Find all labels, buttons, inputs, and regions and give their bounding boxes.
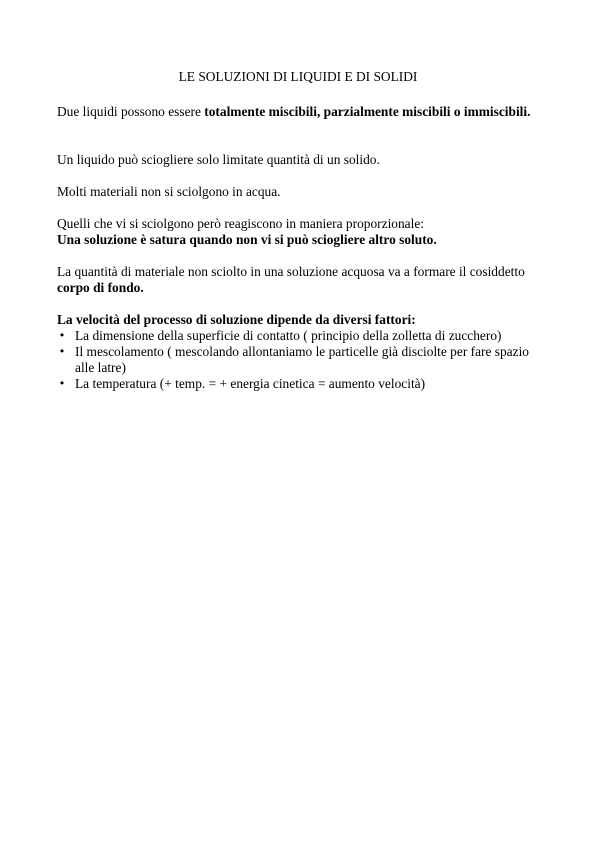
bullet-icon: • xyxy=(58,345,66,358)
paragraph-text: Due liquidi possono essere xyxy=(57,104,205,119)
document-title: LE SOLUZIONI DI LIQUIDI E DI SOLIDI xyxy=(178,69,418,84)
paragraph-text: La quantità di materiale non sciolto in una soluzione acquosa va a formare il cosiddetto xyxy=(57,264,525,279)
bullet-icon: • xyxy=(58,377,66,390)
list-item-text: La dimensione della superficie di contatto ( principio della zolletta di zucchero) xyxy=(75,328,502,343)
paragraph-bold-text: corpo di fondo. xyxy=(57,280,144,295)
bullet-icon: • xyxy=(58,329,66,342)
list-item xyxy=(57,376,547,392)
paragraph-corpo-di-fondo xyxy=(57,264,547,296)
paragraph-saturated-solution xyxy=(57,216,547,248)
list-item xyxy=(57,328,547,344)
factors-list xyxy=(57,328,547,392)
list-item-text: La temperatura (+ temp. = + energia cinetica = aumento velocità) xyxy=(75,376,426,391)
paragraph-solid-solubility: Un liquido può sciogliere solo limitate quantità di un solido. xyxy=(57,152,380,167)
paragraph-miscibility xyxy=(57,104,547,120)
paragraph-bold-text: totalmente miscibili, parzialmente miscibili o immiscibili. xyxy=(204,104,531,119)
paragraph-insoluble-materials: Molti materiali non si sciolgono in acqua. xyxy=(57,184,281,199)
paragraph-bold-text: Una soluzione è satura quando non vi si può sciogliere altro soluto. xyxy=(57,232,437,247)
heading-bold-text: La velocità del processo di soluzione dipende da diversi fattori: xyxy=(57,312,416,327)
list-item-text: Il mescolamento ( mescolando allontaniamo le particelle già disciolte per fare spazio alle latre) xyxy=(75,344,529,375)
section-heading-factors xyxy=(57,312,547,328)
list-item xyxy=(57,344,547,376)
paragraph-text: Quelli che vi si sciolgono però reagiscono in maniera proporzionale: xyxy=(57,216,425,231)
